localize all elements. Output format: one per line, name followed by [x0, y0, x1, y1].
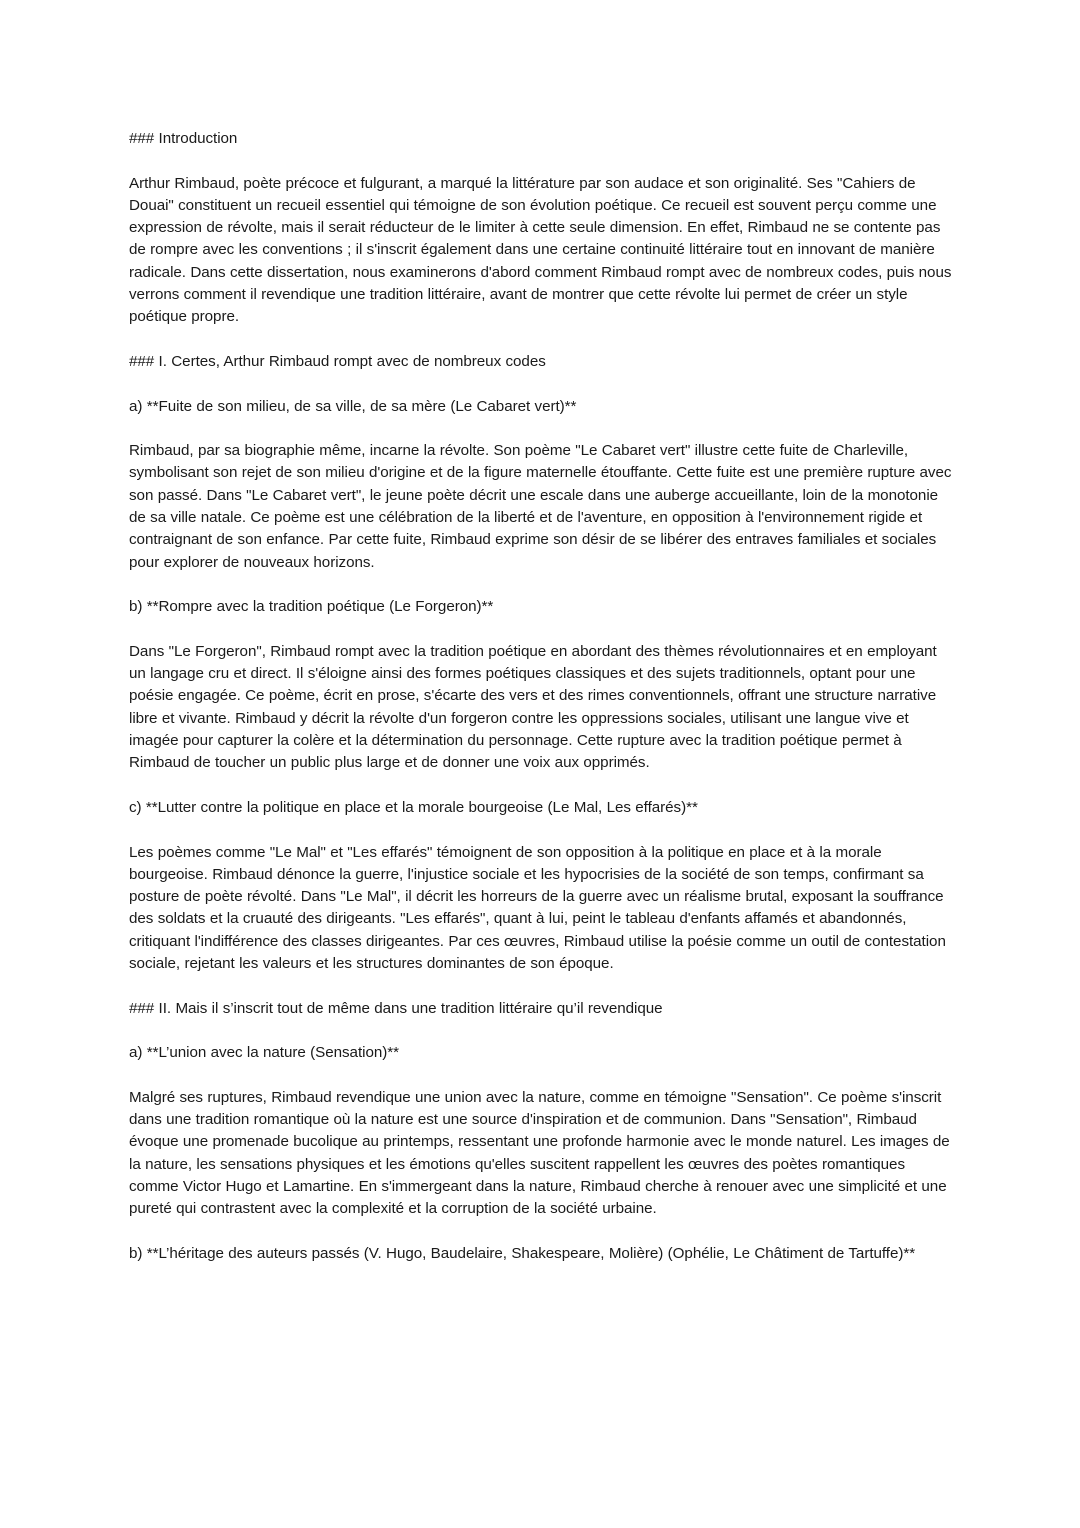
part1b-heading: b) **Rompre avec la tradition poétique (Le Forgeron)** — [129, 598, 494, 616]
intro-paragraph: Arthur Rimbaud, poète précoce et fulgurant, a marqué la littérature par son audace et son originalité. Ses "Cahiers de Douai" constituent un recueil essentiel qui témoigne de son évolution poétique. Ce recueil est souvent perçu comme une expression de révolte, mais il serait réducteur de le limiter à cette seule dimension. En effet, Rimbaud ne se contente pas de rompre avec les conventions ; il s'inscrit également dans une certaine continuité littéraire tout en innovant de manière radicale. Dans cette dissertation, nous examinerons d'abord comment Rimbaud rompt avec de nombreux codes, puis nous verrons comment il revendique une tradition littéraire, avant de montrer que cette révolte lui permet de créer un style poétique propre. — [129, 174, 952, 326]
intro-heading: ### Introduction — [129, 130, 238, 147]
part2a-heading: a) **L’union avec la nature (Sensation)** — [129, 1044, 399, 1062]
part1a-paragraph: Rimbaud, par sa biographie même, incarne la révolte. Son poème "Le Cabaret vert" illustre cette fuite de Charleville, symbolisant son rejet de son milieu d'origine et de la figure maternelle étouffante. Cette fuite est une première rupture avec son passé. Dans "Le Cabaret vert", le jeune poète décrit une escale dans une auberge accueillante, loin de la monotonie de sa ville natale. Ce poème est une célébration de la liberté et de l'aventure, en opposition à l'environnement rigide et contraignant de son enfance. Par cette fuite, Rimbaud exprime son désir de se libérer des entraves familiales et sociales pour explorer de nouveaux horizons. — [129, 442, 952, 571]
part2-heading: ### II. Mais il s’inscrit tout de même dans une tradition littéraire qu’il revendique — [129, 999, 663, 1017]
part2b-heading: b) **L’héritage des auteurs passés (V. Hugo, Baudelaire, Shakespeare, Molière) (Ophélie, Le Châtiment de Tartuffe)** — [129, 1244, 916, 1262]
part2a-paragraph: Malgré ses ruptures, Rimbaud revendique une union avec la nature, comme en témoigne "Sensation". Ce poème s'inscrit dans une tradition romantique où la nature est une source d'inspiration et de communion. Dans "Sensation", Rimbaud évoque une promenade bucolique au printemps, ressentant une profonde harmonie avec le monde naturel. Les images de la nature, les sensations physiques et les émotions qu'elles suscitent rappellent les œuvres des poètes romantiques comme Victor Hugo et Lamartine. En s'immergeant dans la nature, Rimbaud cherche à renouer avec une simplicité et une pureté qui contrastent avec la complexité et la corruption de la société urbaine. — [129, 1088, 950, 1218]
part1c-paragraph: Les poèmes comme "Le Mal" et "Les effarés" témoignent de son opposition à la politique en place et à la morale bourgeoise. Rimbaud dénonce la guerre, l'injustice sociale et les hypocrisies de la société de son temps, confirmant sa posture de poète révolté. Dans "Le Mal", il décrit les horreurs de la guerre avec un réalisme brutal, exposant la souffrance des soldats et la cruauté des dirigeants. "Les effarés", quant à lui, peint le tableau d'enfants affamés et abandonnés, critiquant l'indifférence des classes dirigeantes. Par ces œuvres, Rimbaud utilise la poésie comme un outil de contestation sociale, rejetant les valeurs et les structures dominantes de son époque. — [129, 843, 946, 972]
part1a-heading: a) **Fuite de son milieu, de sa ville, de sa mère (Le Cabaret vert)** — [129, 397, 577, 415]
document-page — [129, 128, 953, 1287]
part1c-heading: c) **Lutter contre la politique en place et la morale bourgeoise (Le Mal, Les effarés)** — [129, 798, 698, 816]
part1b-paragraph: Dans "Le Forgeron", Rimbaud rompt avec la tradition poétique en abordant des thèmes révolutionnaires et en employant un langage cru et direct. Il s'éloigne ainsi des formes poétiques classiques et des sujets traditionnels, optant pour une poésie engagée. Ce poème, écrit en prose, s'écarte des vers et des rimes conventionnels, offrant une structure narrative libre et vivante. Rimbaud y décrit la révolte d'un forgeron contre les oppressions sociales, utilisant une langue vive et imagée pour capturer la colère et la détermination du personnage. Cette rupture avec la tradition poétique permet à Rimbaud de toucher un public plus large et de donner une voix aux opprimés. — [129, 642, 937, 772]
part1-heading: ### I. Certes, Arthur Rimbaud rompt avec de nombreux codes — [129, 352, 546, 370]
